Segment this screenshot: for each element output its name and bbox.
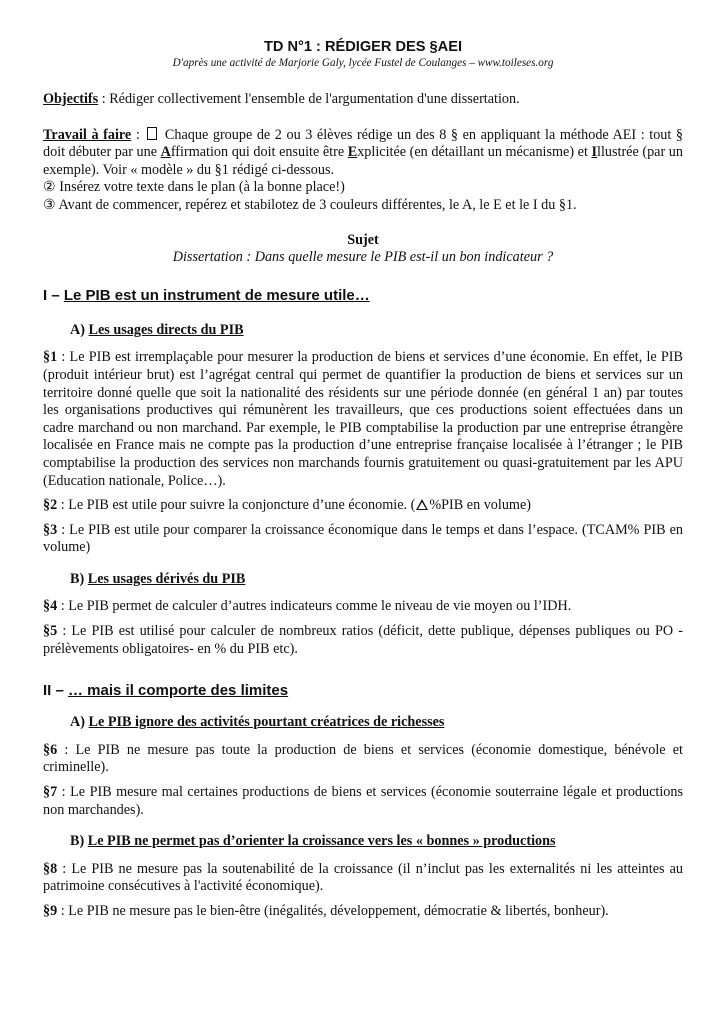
- letter-e: E: [347, 144, 358, 161]
- paragraph-1: §1 : Le PIB est irremplaçable pour mesurer la production de biens et services d’une économie. En effet, le PIB (produit intérieur brut) est l’agrégat central qui permet de quantifier la production de biens et services sur un territoire donné quelle que soit la nationalité des résidents sur une période donnée (en général 1 an) par toutes les organisations productives qui rémunèrent les travailleurs, que ces productions soient effectuées dans un cadre marchand ou non marchand. Par exemple, le PIB comptabilise la production par une entreprise étrangère localisée en France mais ne compte pas la production d’une entreprise française localisée à l’étranger ; le PIB comptabilise la production des services non marchands fournis gratuitement ou quasi-gratuitement par les APU (Education nationale, Police…).: [43, 349, 683, 489]
- part1-heading: I – Le PIB est un instrument de mesure utile…: [43, 286, 370, 304]
- part1-a-heading: A) Les usages directs du PIB: [70, 321, 244, 338]
- sujet-label: Sujet: [347, 231, 379, 248]
- paragraph-4: §4 : Le PIB permet de calculer d’autres indicateurs comme le niveau de vie moyen ou l’IDH.: [43, 598, 572, 615]
- paragraph-9: §9 : Le PIB ne mesure pas le bien-être (inégalités, développement, démocratie & libertés, bonheur).: [43, 903, 609, 919]
- document-page: [43, 38, 683, 921]
- checkbox-glyph-icon: [147, 127, 157, 140]
- part1-b-heading: B) Les usages dérivés du PIB: [70, 570, 246, 587]
- paragraph-3: §3 : Le PIB est utile pour comparer la croissance économique dans le temps et dans l’espace. (TCAM% PIB en volume): [43, 521, 683, 556]
- travail-paragraph: Travail à faire : Chaque groupe de 2 ou 3 élèves rédige un des 8 § en appliquant la méthode AEI : tout § doit débuter par une Affirmation qui doit ensuite être Explicitée (en détaillant un mécanisme) et Illustrée (par un exemple). Voir « modèle » du §1 rédigé ci-dessous.: [43, 126, 683, 178]
- sujet-text: Dissertation : Dans quelle mesure le PIB est-il un bon indicateur ?: [172, 249, 554, 266]
- objectifs-text: : Rédiger collectivement l'ensemble de l'argumentation d'une dissertation.: [98, 91, 520, 107]
- paragraph-8: §8 : Le PIB ne mesure pas la soutenabilité de la croissance (il n’inclut pas les externalités ni les atteintes au patrimoine consécutives à l'activité économique).: [43, 860, 683, 895]
- objectifs-label: Objectifs: [43, 91, 99, 107]
- travail-step-2: ② Insérez votre texte dans le plan (à la bonne place!): [43, 179, 345, 196]
- document-title: TD N°1 : RÉDIGER DES §AEI: [263, 39, 463, 55]
- travail-label: Travail à faire: [43, 126, 132, 143]
- part2-a-heading: A) Le PIB ignore des activités pourtant créatrices de richesses: [70, 714, 445, 731]
- paragraph-2: §2 : Le PIB est utile pour suivre la conjoncture d’une économie. ( %PIB en volume): [43, 497, 531, 514]
- letter-a: A: [160, 144, 171, 161]
- travail-step-3: ③ Avant de commencer, repérez et stabilotez de 3 couleurs différentes, le A, le E et le I du §1.: [43, 196, 577, 213]
- part2-heading: II – … mais il comporte des limites: [43, 682, 289, 700]
- paragraph-7: §7 : Le PIB mesure mal certaines productions de biens et services (économie souterraine légale et productions non marchandes).: [43, 784, 683, 818]
- paragraph-5: §5 : Le PIB est utilisé pour calculer de nombreux ratios (déficit, dette publique, dépenses publiques ou PO - prélèvements obligatoires- en % du PIB etc).: [43, 623, 683, 657]
- letter-i: I: [591, 144, 598, 161]
- part2-b-heading: B) Le PIB ne permet pas d’orienter la croissance vers les « bonnes » productions: [70, 833, 556, 850]
- document-source: D'après une activité de Marjorie Galy, lycée Fustel de Coulanges – www.toileses.org: [172, 57, 554, 69]
- objectifs-paragraph: [43, 91, 683, 109]
- delta-icon: [416, 499, 428, 510]
- paragraph-6: §6 : Le PIB ne mesure pas toute la production de biens et services (économie domestique, bénévole et criminelle).: [43, 741, 683, 776]
